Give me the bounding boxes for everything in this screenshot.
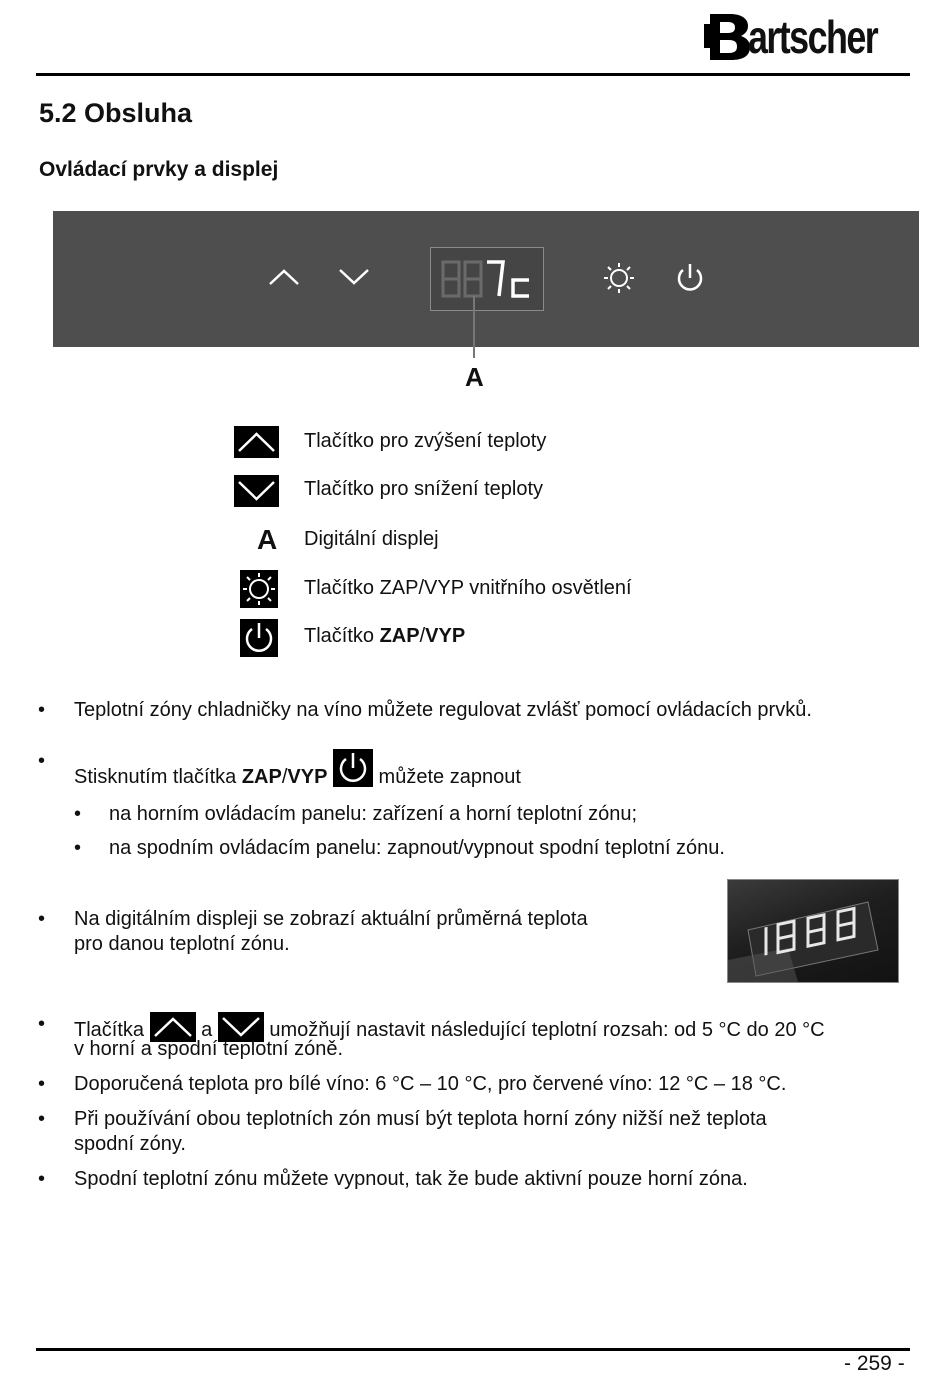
logo-wordmark: artscher: [748, 11, 878, 63]
legend-power-icon: [240, 619, 278, 657]
bullet-marker: •: [38, 1073, 46, 1095]
panel-power-icon: [673, 261, 707, 295]
bullet-both-zones-line2: spodní zóny.: [74, 1133, 186, 1155]
bartscher-logo: [704, 6, 904, 66]
legend-light-bulb-icon: [240, 570, 278, 608]
callout-line: [473, 296, 475, 358]
section-heading: 5.2 Obsluha: [39, 98, 193, 128]
bullet-range-line2: v horní a spodní teplotní zóně.: [74, 1038, 344, 1060]
inline-power-icon: [333, 749, 373, 787]
sub-bullet-lower: na spodním ovládacím panelu: zapnout/vypnout spodní teplotní zónu.: [109, 837, 725, 859]
callout-label-a: A: [465, 362, 484, 392]
display-photo: [727, 879, 899, 983]
bullet-wine-temps: Doporučená teplota pro bílé víno: 6 °C – 10 °C, pro červené víno: 12 °C – 18 °C.: [74, 1073, 787, 1095]
section-subheading: Ovládací prvky a displej: [39, 158, 279, 181]
bullet-display-line2: pro danou teplotní zónu.: [74, 933, 290, 955]
sub-bullet-upper: na horním ovládacím panelu: zařízení a horní teplotní zónu;: [109, 803, 638, 825]
display-segments: [431, 248, 543, 310]
bullet-marker: •: [38, 1013, 46, 1035]
panel-digital-display: [430, 247, 544, 311]
legend-text-power: Tlačítko ZAP/VYP: [304, 625, 466, 647]
panel-light-icon: [602, 261, 636, 295]
page-number: - 259 -: [844, 1352, 905, 1375]
bullet-display-line1: Na digitálním displeji se zobrazí aktuální průměrná teplota: [74, 908, 588, 930]
legend-text-up: Tlačítko pro zvýšení teploty: [304, 430, 547, 452]
header-rule: [36, 73, 910, 76]
legend-letter-a: A: [257, 524, 278, 555]
bullet-marker: •: [38, 699, 46, 721]
panel-chevron-up-icon: [267, 266, 301, 288]
legend-text-light: Tlačítko ZAP/VYP vnitřního osvětlení: [304, 577, 632, 599]
legend-chevron-up-icon: [234, 426, 279, 458]
logo-b-mark: [704, 10, 752, 62]
sub-bullet-marker: •: [74, 837, 82, 859]
panel-chevron-down-icon: [337, 266, 371, 288]
bullet-marker: •: [38, 1168, 46, 1190]
bullet-zones: Teplotní zóny chladničky na víno můžete regulovat zvlášť pomocí ovládacích prvků.: [74, 699, 812, 721]
bullet-lower-zone-off: Spodní teplotní zónu můžete vypnout, tak že bude aktivní pouze horní zóna.: [74, 1168, 748, 1190]
bullet-range: Tlačítka a umožňují nastavit následující teplotní rozsah: od 5 °C do 20 °C: [74, 1012, 825, 1043]
bullet-power: Stisknutím tlačítka ZAP/VYP můžete zapnout: [74, 749, 521, 790]
bullet-marker: •: [38, 1108, 46, 1130]
bullet-both-zones-line1: Při používání obou teplotních zón musí být teplota horní zóny nižší než teplota: [74, 1108, 767, 1130]
control-panel-image: [53, 211, 919, 347]
bullet-marker: •: [38, 908, 46, 930]
footer-rule: [36, 1348, 910, 1351]
sub-bullet-marker: •: [74, 803, 82, 825]
bullet-marker: •: [38, 750, 46, 772]
display-photo-segments: [728, 880, 898, 982]
legend-text-down: Tlačítko pro snížení teploty: [304, 478, 544, 500]
legend-chevron-down-icon: [234, 475, 279, 507]
legend-text-display: Digitální displej: [304, 528, 439, 550]
